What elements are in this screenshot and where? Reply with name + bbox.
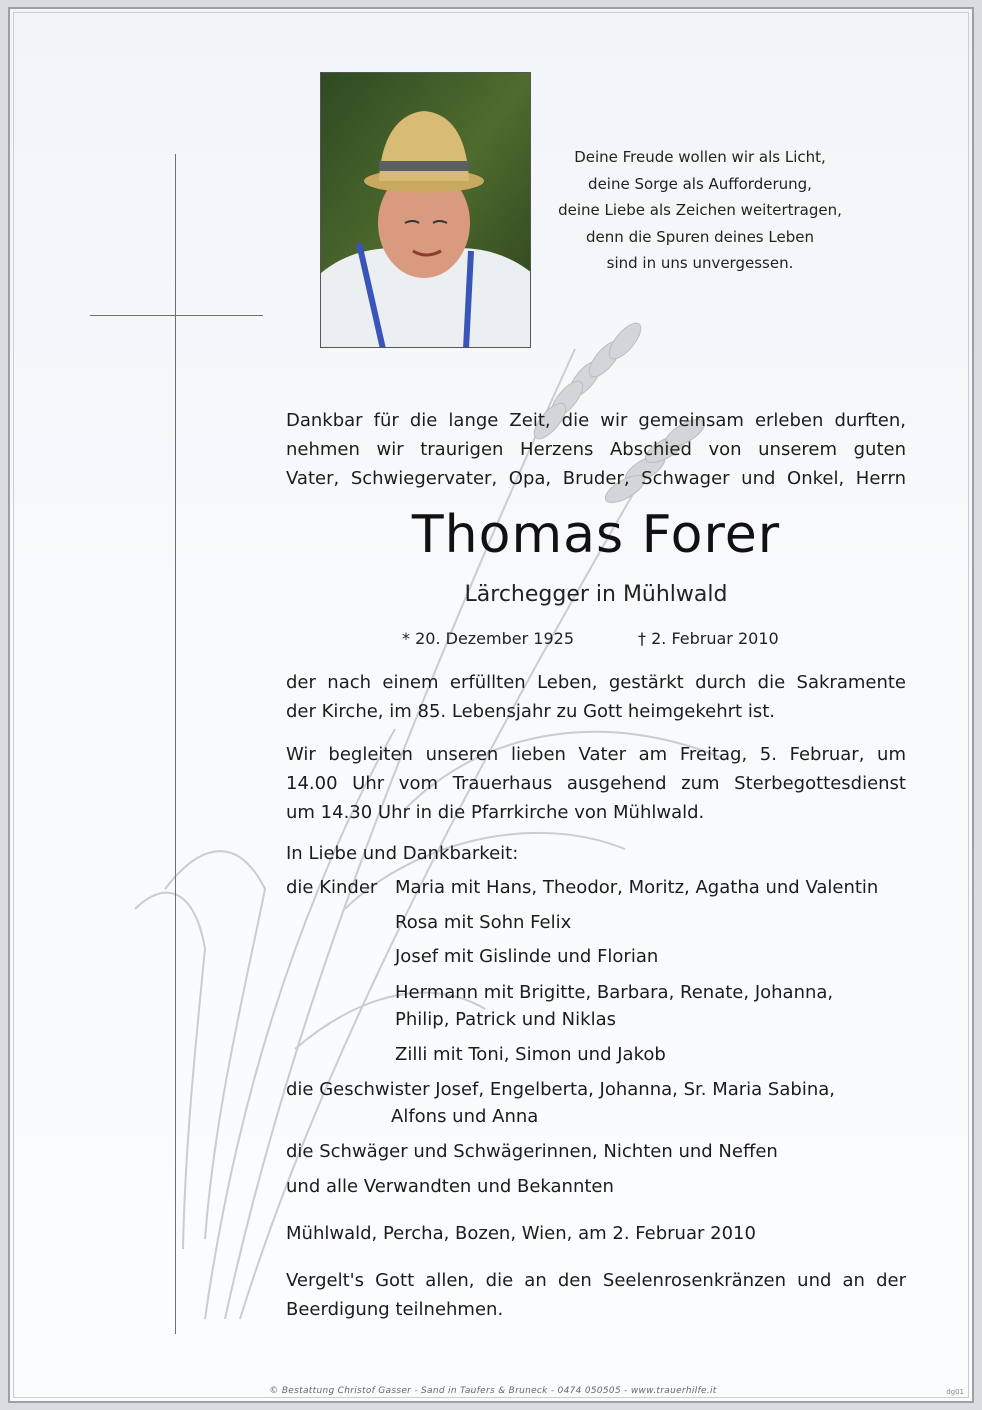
thanks-paragraph: [286, 1266, 906, 1324]
poem-line: sind in uns unvergessen.: [606, 254, 794, 272]
portrait-image: [321, 73, 531, 348]
children-entry: Josef mit Gislinde und Florian: [395, 946, 659, 967]
place-date: Mühlwald, Percha, Bozen, Wien, am 2. Februar 2010: [286, 1223, 756, 1244]
poem-line: deine Liebe als Zeichen weitertragen,: [558, 201, 842, 219]
funeral-paragraph: [286, 740, 906, 827]
passing-line: der nach einem erfüllten Leben, gestärkt durch die Sakramente: [286, 672, 906, 693]
intro-line: Vater, Schwiegervater, Opa, Bruder, Schwager und Onkel, Herrn: [286, 468, 906, 489]
deceased-name: Thomas Forer: [411, 505, 781, 565]
siblings-line: Alfons und Anna: [391, 1106, 539, 1127]
siblings-line: die Geschwister Josef, Engelberta, Johanna, Sr. Maria Sabina,: [286, 1079, 835, 1100]
mourners-intro: In Liebe und Dankbarkeit:: [286, 843, 519, 864]
children-entry: Rosa mit Sohn Felix: [395, 912, 572, 933]
funeral-line: 14.00 Uhr vom Trauerhaus ausgehend zum Sterbegottesdienst: [286, 773, 906, 794]
intro-line: nehmen wir traurigen Herzens Abschied von unserem guten: [286, 439, 906, 460]
children-entry: Hermann mit Brigitte, Barbara, Renate, Johanna,: [395, 982, 834, 1003]
funeral-line: um 14.30 Uhr in die Pfarrkirche von Mühlwald.: [286, 802, 705, 823]
children-label: die Kinder: [286, 877, 378, 898]
obituary-card: [8, 7, 974, 1403]
poem-line: Deine Freude wollen wir als Licht,: [574, 148, 826, 166]
inlaws-line: die Schwäger und Schwägerinnen, Nichten und Neffen: [286, 1141, 778, 1162]
cross-horizontal-bar: [90, 315, 263, 316]
birth-date: * 20. Dezember 1925: [402, 629, 574, 648]
intro-paragraph: [286, 406, 906, 493]
cross-vertical-bar: [175, 154, 176, 1334]
thanks-line: Beerdigung teilnehmen.: [286, 1299, 504, 1320]
footer-credit: © Bestattung Christof Gasser - Sand in Taufers & Bruneck - 0474 050505 - www.trauerhilfe.it: [269, 1386, 717, 1396]
template-code: dg01: [946, 1388, 964, 1396]
thanks-line: Vergelt's Gott allen, die an den Seelenrosenkränzen und an der: [286, 1270, 906, 1291]
funeral-line: Wir begleiten unseren lieben Vater am Freitag, 5. Februar, um: [286, 744, 906, 765]
passing-paragraph: [286, 668, 906, 726]
poem-line: denn die Spuren deines Leben: [586, 227, 814, 246]
children-entry: Maria mit Hans, Theodor, Moritz, Agatha und Valentin: [395, 877, 879, 898]
poem-line: deine Sorge als Aufforderung,: [588, 174, 812, 193]
passing-line: der Kirche, im 85. Lebensjahr zu Gott heimgekehrt ist.: [286, 701, 775, 722]
children-entry: Philip, Patrick und Niklas: [395, 1009, 616, 1030]
death-date: † 2. Februar 2010: [638, 629, 779, 648]
intro-line: Dankbar für die lange Zeit, die wir gemeinsam erleben durften,: [286, 410, 906, 431]
memorial-poem: [550, 144, 850, 277]
portrait-photo: [320, 72, 531, 348]
relatives-line: und alle Verwandten und Bekannten: [286, 1176, 614, 1197]
deceased-subtitle: Lärchegger in Mühlwald: [464, 582, 728, 607]
children-entry: Zilli mit Toni, Simon und Jakob: [395, 1044, 666, 1065]
